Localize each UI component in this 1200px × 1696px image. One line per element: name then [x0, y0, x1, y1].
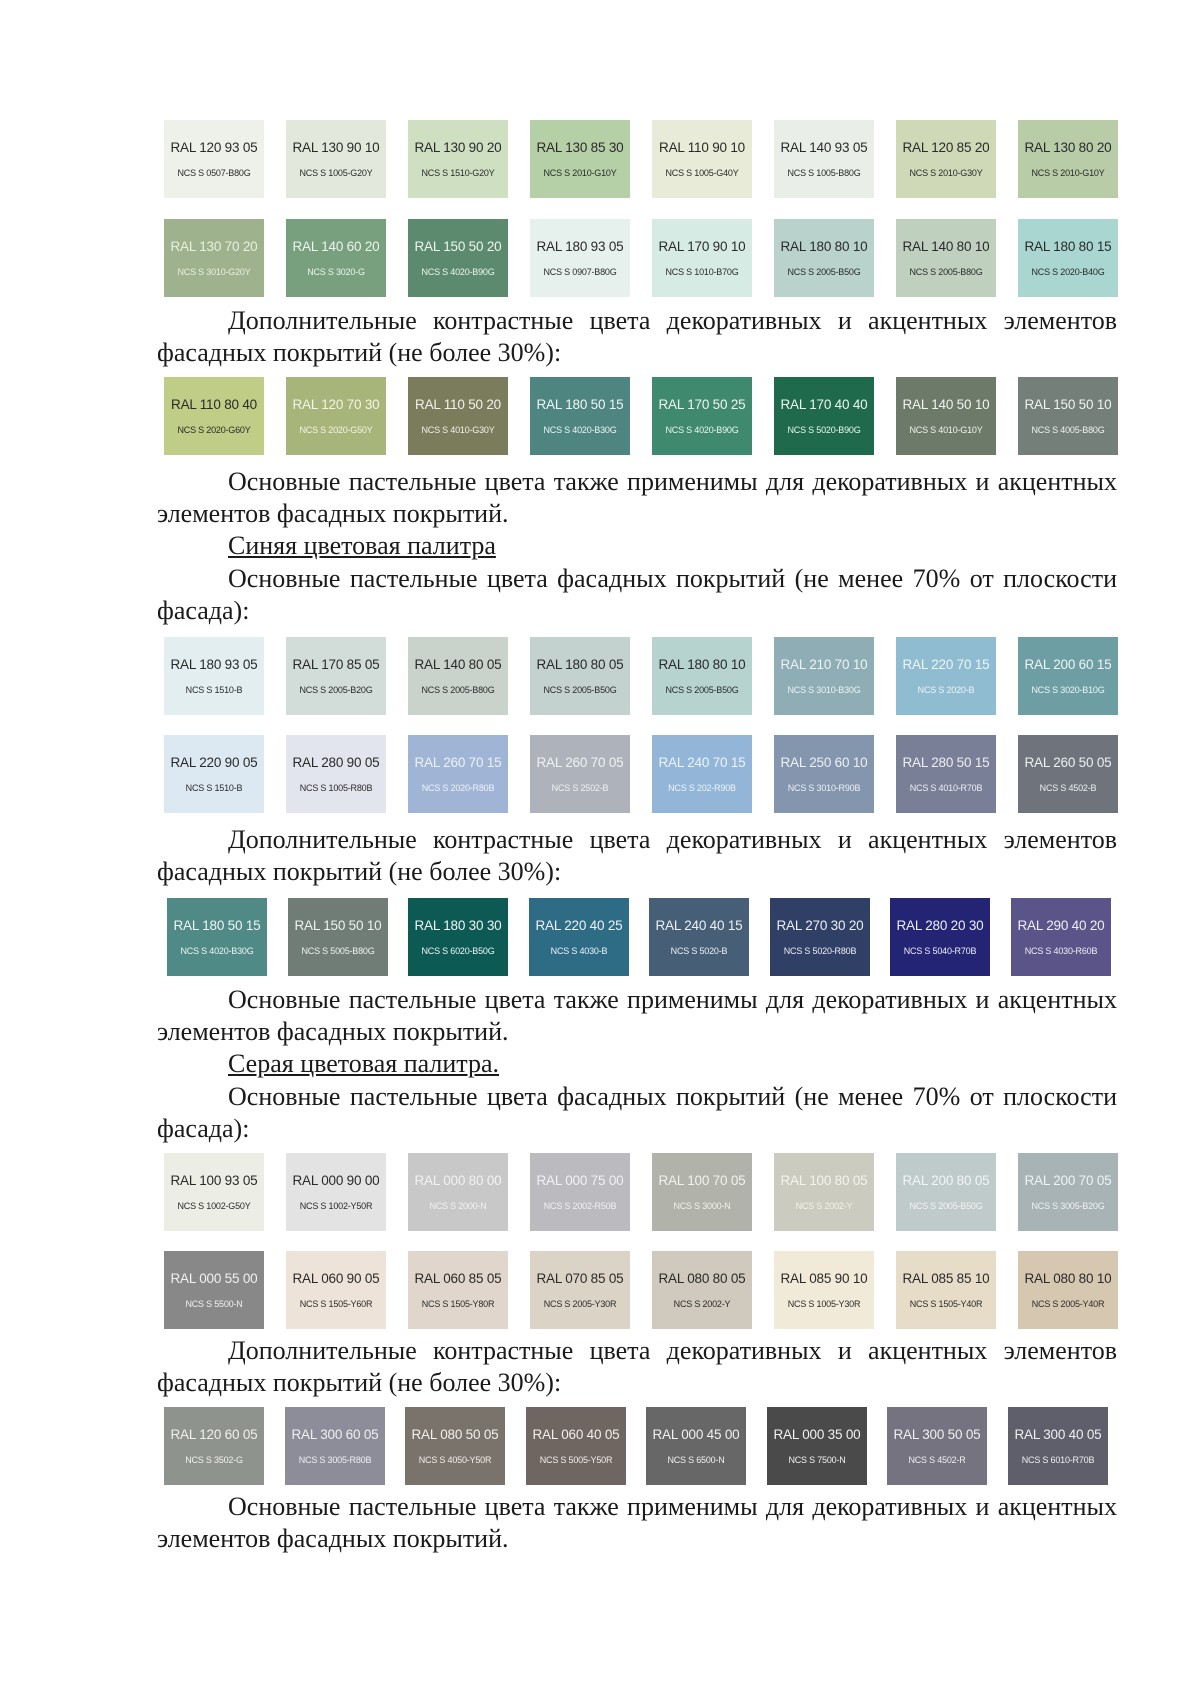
color-swatch — [530, 735, 630, 813]
ral-code: RAL 170 50 25 — [658, 397, 746, 412]
ncs-code: NCS S 1002-G50Y — [177, 1201, 251, 1211]
ncs-code: NCS S 1505-Y40R — [909, 1299, 983, 1309]
color-swatch — [896, 1153, 996, 1231]
paragraph-pastel-applicable — [157, 1491, 1117, 1555]
ral-code: RAL 120 85 20 — [902, 140, 990, 155]
color-swatch — [530, 120, 630, 198]
paragraph-extra-contrast — [157, 1335, 1117, 1399]
ncs-code: NCS S 2010-G10Y — [1031, 168, 1105, 178]
ncs-code: NCS S 2010-G10Y — [543, 168, 617, 178]
color-swatch — [285, 1407, 385, 1485]
color-swatch — [286, 377, 386, 455]
color-swatch — [408, 120, 508, 198]
color-swatch — [167, 898, 267, 976]
ncs-code: NCS S 4010-G10Y — [909, 425, 983, 435]
ncs-code: NCS S 2002-Y — [795, 1201, 853, 1211]
ral-code: RAL 120 60 05 — [170, 1427, 258, 1442]
color-swatch — [408, 637, 508, 715]
color-swatch — [652, 1251, 752, 1329]
ncs-code: NCS S 1005-G20Y — [299, 168, 373, 178]
ral-code: RAL 250 60 10 — [780, 755, 868, 770]
swatch-row-green-main-2 — [0, 219, 1200, 297]
color-swatch — [896, 637, 996, 715]
color-swatch — [896, 120, 996, 198]
paragraph-text: Дополнительные контрастные цвета декоративных и акцентных элементов фасадных покрытий (не более 30%): — [157, 825, 1117, 886]
ral-code: RAL 060 90 05 — [292, 1271, 380, 1286]
ral-code: RAL 170 90 10 — [658, 239, 746, 254]
swatch-row-blue-main-2 — [0, 735, 1200, 813]
ncs-code: NCS S 1005-Y30R — [787, 1299, 861, 1309]
color-swatch — [774, 377, 874, 455]
color-swatch — [288, 898, 388, 976]
ral-code: RAL 000 90 00 — [292, 1173, 380, 1188]
swatch-row-grey-main-1 — [0, 1153, 1200, 1231]
color-swatch — [770, 898, 870, 976]
color-swatch — [896, 735, 996, 813]
ncs-code: NCS S 1010-B70G — [665, 267, 739, 277]
ral-code: RAL 260 70 05 — [536, 755, 624, 770]
ncs-code: NCS S 3020-G — [307, 267, 365, 277]
color-swatch — [164, 1251, 264, 1329]
paragraph-pastel-applicable — [157, 984, 1117, 1048]
ncs-code: NCS S 3010-G20Y — [177, 267, 251, 277]
ncs-code: NCS S 1510-B — [185, 685, 243, 695]
ral-code: RAL 180 93 05 — [536, 239, 624, 254]
color-swatch — [649, 898, 749, 976]
color-swatch — [774, 120, 874, 198]
ral-code: RAL 200 70 05 — [1024, 1173, 1112, 1188]
ral-code: RAL 180 50 15 — [173, 918, 261, 933]
ral-code: RAL 180 80 10 — [658, 657, 746, 672]
ncs-code: NCS S 5020-B — [670, 946, 728, 956]
ncs-code: NCS S 1510-B — [185, 783, 243, 793]
color-swatch — [1018, 377, 1118, 455]
ral-code: RAL 130 85 30 — [536, 140, 624, 155]
ral-code: RAL 080 80 05 — [658, 1271, 746, 1286]
color-swatch — [1018, 735, 1118, 813]
color-swatch — [164, 1407, 264, 1485]
ral-code: RAL 130 90 20 — [414, 140, 502, 155]
ral-code: RAL 130 80 20 — [1024, 140, 1112, 155]
color-swatch — [408, 219, 508, 297]
color-swatch — [774, 1251, 874, 1329]
color-swatch — [286, 219, 386, 297]
color-swatch — [652, 735, 752, 813]
color-swatch — [408, 377, 508, 455]
color-swatch — [164, 120, 264, 198]
ncs-code: NCS S 5005-Y50R — [539, 1455, 613, 1465]
ncs-code: NCS S 6020-B50G — [421, 946, 495, 956]
ral-code: RAL 210 70 10 — [780, 657, 868, 672]
color-swatch — [646, 1407, 746, 1485]
swatch-row-green-accent — [0, 377, 1200, 455]
swatch-row-grey-accent — [0, 1407, 1200, 1485]
ral-code: RAL 085 90 10 — [780, 1271, 868, 1286]
color-swatch — [652, 120, 752, 198]
swatch-row-grey-main-2 — [0, 1251, 1200, 1329]
ncs-code: NCS S 3005-R80B — [298, 1455, 372, 1465]
ral-code: RAL 280 20 30 — [896, 918, 984, 933]
ral-code: RAL 300 60 05 — [291, 1427, 379, 1442]
color-swatch — [652, 377, 752, 455]
ncs-code: NCS S 2002-Y — [673, 1299, 731, 1309]
color-swatch — [774, 735, 874, 813]
ncs-code: NCS S 202-R90B — [668, 783, 736, 793]
color-swatch — [286, 1251, 386, 1329]
color-swatch — [774, 1153, 874, 1231]
ncs-code: NCS S 4020-B90G — [421, 267, 495, 277]
ncs-code: NCS S 4030-R60B — [1024, 946, 1098, 956]
ral-code: RAL 240 40 15 — [655, 918, 743, 933]
ral-code: RAL 085 85 10 — [902, 1271, 990, 1286]
ral-code: RAL 130 70 20 — [170, 239, 258, 254]
ral-code: RAL 150 50 10 — [294, 918, 382, 933]
ncs-code: NCS S 4020-B90G — [665, 425, 739, 435]
ncs-code: NCS S 4030-B — [550, 946, 608, 956]
ncs-code: NCS S 4005-B80G — [1031, 425, 1105, 435]
ncs-code: NCS S 4502-B — [1039, 783, 1097, 793]
color-swatch — [408, 898, 508, 976]
color-swatch — [164, 377, 264, 455]
ral-code: RAL 180 50 15 — [536, 397, 624, 412]
color-swatch — [286, 1153, 386, 1231]
ral-code: RAL 170 85 05 — [292, 657, 380, 672]
ncs-code: NCS S 2002-R50B — [543, 1201, 617, 1211]
color-swatch — [530, 1153, 630, 1231]
ral-code: RAL 100 80 05 — [780, 1173, 868, 1188]
paragraph-text: Основные пастельные цвета также применимы для декоративных и акцентных элементов фасадных покрытий. — [157, 1492, 1117, 1553]
ncs-code: NCS S 1005-B80G — [787, 168, 861, 178]
ral-code: RAL 140 93 05 — [780, 140, 868, 155]
ncs-code: NCS S 2005-B80G — [909, 267, 983, 277]
ncs-code: NCS S 5020-B90G — [787, 425, 861, 435]
ncs-code: NCS S 4010-G30Y — [421, 425, 495, 435]
ncs-code: NCS S 4050-Y50R — [418, 1455, 492, 1465]
ral-code: RAL 270 30 20 — [776, 918, 864, 933]
ral-code: RAL 120 93 05 — [170, 140, 258, 155]
paragraph-text: Дополнительные контрастные цвета декоративных и акцентных элементов фасадных покрытий (не более 30%): — [157, 1336, 1117, 1397]
color-swatch — [774, 637, 874, 715]
paragraph-main-pastel — [157, 1081, 1117, 1145]
ncs-code: NCS S 6010-R70B — [1021, 1455, 1095, 1465]
ral-code: RAL 000 45 00 — [652, 1427, 740, 1442]
ral-code: RAL 060 85 05 — [414, 1271, 502, 1286]
swatch-row-blue-main-1 — [0, 637, 1200, 715]
ral-code: RAL 150 50 20 — [414, 239, 502, 254]
ral-code: RAL 280 50 15 — [902, 755, 990, 770]
ncs-code: NCS S 2020-G50Y — [299, 425, 373, 435]
ral-code: RAL 260 50 05 — [1024, 755, 1112, 770]
ncs-code: NCS S 3005-B20G — [1031, 1201, 1105, 1211]
ral-code: RAL 000 55 00 — [170, 1271, 258, 1286]
ncs-code: NCS S 2005-B20G — [299, 685, 373, 695]
ncs-code: NCS S 2005-B80G — [421, 685, 495, 695]
ral-code: RAL 000 80 00 — [414, 1173, 502, 1188]
ral-code: RAL 140 60 20 — [292, 239, 380, 254]
ral-code: RAL 220 90 05 — [170, 755, 258, 770]
color-swatch — [408, 1251, 508, 1329]
paragraph-text: Дополнительные контрастные цвета декоративных и акцентных элементов фасадных покрытий (не более 30%): — [157, 306, 1117, 367]
paragraph-text: Основные пастельные цвета фасадных покрытий (не менее 70% от плоскости фасада): — [157, 564, 1117, 625]
color-swatch — [1018, 120, 1118, 198]
color-swatch — [530, 1251, 630, 1329]
color-swatch — [896, 1251, 996, 1329]
paragraph-text: Основные пастельные цвета также применимы для декоративных и акцентных элементов фасадных покрытий. — [157, 467, 1117, 528]
ral-code: RAL 060 40 05 — [532, 1427, 620, 1442]
color-swatch — [1018, 637, 1118, 715]
ral-code: RAL 220 70 15 — [902, 657, 990, 672]
color-swatch — [1008, 1407, 1108, 1485]
ncs-code: NCS S 2005-Y40R — [1031, 1299, 1105, 1309]
color-swatch — [526, 1407, 626, 1485]
ncs-code: NCS S 5500-N — [185, 1299, 243, 1309]
color-swatch — [408, 735, 508, 813]
ncs-code: NCS S 2005-B50G — [909, 1201, 983, 1211]
ral-code: RAL 240 70 15 — [658, 755, 746, 770]
ral-code: RAL 180 30 30 — [414, 918, 502, 933]
ncs-code: NCS S 1505-Y80R — [421, 1299, 495, 1309]
color-swatch — [652, 637, 752, 715]
ncs-code: NCS S 3020-B10G — [1031, 685, 1105, 695]
color-swatch — [164, 219, 264, 297]
ncs-code: NCS S 3000-N — [673, 1201, 731, 1211]
ncs-code: NCS S 5040-R70B — [903, 946, 977, 956]
ncs-code: NCS S 1505-Y60R — [299, 1299, 373, 1309]
color-swatch — [767, 1407, 867, 1485]
color-swatch — [530, 377, 630, 455]
ncs-code: NCS S 2000-N — [429, 1201, 487, 1211]
ral-code: RAL 110 90 10 — [659, 140, 745, 155]
color-swatch — [286, 735, 386, 813]
color-swatch — [1011, 898, 1111, 976]
ncs-code: NCS S 3010-R90B — [787, 783, 861, 793]
ncs-code: NCS S 6500-N — [667, 1455, 725, 1465]
ncs-code: NCS S 2010-G30Y — [909, 168, 983, 178]
ncs-code: NCS S 1005-R80B — [299, 783, 373, 793]
ral-code: RAL 300 50 05 — [893, 1427, 981, 1442]
ral-code: RAL 300 40 05 — [1014, 1427, 1102, 1442]
ncs-code: NCS S 4010-R70B — [909, 783, 983, 793]
ncs-code: NCS S 1510-G20Y — [421, 168, 495, 178]
ral-code: RAL 280 90 05 — [292, 755, 380, 770]
ncs-code: NCS S 1005-G40Y — [665, 168, 739, 178]
ncs-code: NCS S 5005-B80G — [301, 946, 375, 956]
color-swatch — [408, 1153, 508, 1231]
color-swatch — [530, 219, 630, 297]
ral-code: RAL 100 93 05 — [170, 1173, 258, 1188]
ncs-code: NCS S 3502-G — [185, 1455, 243, 1465]
ral-code: RAL 110 80 40 — [171, 397, 257, 412]
ral-code: RAL 200 60 15 — [1024, 657, 1112, 672]
ncs-code: NCS S 2502-B — [551, 783, 609, 793]
color-swatch — [164, 735, 264, 813]
ral-code: RAL 130 90 10 — [292, 140, 380, 155]
ral-code: RAL 080 80 10 — [1024, 1271, 1112, 1286]
color-swatch — [164, 637, 264, 715]
ncs-code: NCS S 2005-B50G — [543, 685, 617, 695]
color-swatch — [529, 898, 629, 976]
color-swatch — [652, 1153, 752, 1231]
color-swatch — [530, 637, 630, 715]
color-swatch — [164, 1153, 264, 1231]
color-swatch — [887, 1407, 987, 1485]
ral-code: RAL 180 80 05 — [536, 657, 624, 672]
ncs-code: NCS S 4020-B30G — [180, 946, 254, 956]
ncs-code: NCS S 0507-B80G — [177, 168, 251, 178]
ral-code: RAL 100 70 05 — [658, 1173, 746, 1188]
ral-code: RAL 180 80 10 — [780, 239, 868, 254]
ral-code: RAL 180 80 15 — [1024, 239, 1112, 254]
ral-code: RAL 000 35 00 — [773, 1427, 861, 1442]
color-swatch — [1018, 1153, 1118, 1231]
paragraph-main-pastel — [157, 563, 1117, 627]
color-swatch — [652, 219, 752, 297]
ral-code: RAL 170 40 40 — [780, 397, 868, 412]
ncs-code: NCS S 4502-R — [908, 1455, 966, 1465]
ral-code: RAL 200 80 05 — [902, 1173, 990, 1188]
ncs-code: NCS S 3010-B30G — [787, 685, 861, 695]
color-swatch — [1018, 1251, 1118, 1329]
heading-grey-palette: Серая цветовая палитра. — [228, 1049, 500, 1078]
ral-code: RAL 000 75 00 — [536, 1173, 624, 1188]
color-swatch — [286, 120, 386, 198]
ncs-code: NCS S 4020-B30G — [543, 425, 617, 435]
ral-code: RAL 140 50 10 — [902, 397, 990, 412]
ncs-code: NCS S 2020-G60Y — [177, 425, 251, 435]
ral-code: RAL 150 50 10 — [1024, 397, 1112, 412]
paragraph-text: Основные пастельные цвета фасадных покрытий (не менее 70% от плоскости фасада): — [157, 1082, 1117, 1143]
ral-code: RAL 080 50 05 — [411, 1427, 499, 1442]
swatch-row-green-main-1 — [0, 120, 1200, 198]
ral-code: RAL 070 85 05 — [536, 1271, 624, 1286]
ncs-code: NCS S 2020-B — [917, 685, 975, 695]
color-swatch — [286, 637, 386, 715]
paragraph-extra-contrast — [157, 305, 1117, 369]
ncs-code: NCS S 1002-Y50R — [299, 1201, 373, 1211]
paragraph-extra-contrast — [157, 824, 1117, 888]
paragraph-pastel-applicable — [157, 466, 1117, 530]
ncs-code: NCS S 5020-R80B — [783, 946, 857, 956]
color-swatch — [405, 1407, 505, 1485]
ral-code: RAL 290 40 20 — [1017, 918, 1105, 933]
ral-code: RAL 110 50 20 — [415, 397, 501, 412]
ncs-code: NCS S 2020-B40G — [1031, 267, 1105, 277]
ncs-code: NCS S 2005-B50G — [787, 267, 861, 277]
paragraph-text: Основные пастельные цвета также применимы для декоративных и акцентных элементов фасадных покрытий. — [157, 985, 1117, 1046]
ncs-code: NCS S 2005-Y30R — [543, 1299, 617, 1309]
ral-code: RAL 220 40 25 — [535, 918, 623, 933]
color-swatch — [1018, 219, 1118, 297]
ral-code: RAL 180 93 05 — [170, 657, 258, 672]
ncs-code: NCS S 2020-R80B — [421, 783, 495, 793]
ncs-code: NCS S 2005-B50G — [665, 685, 739, 695]
ncs-code: NCS S 7500-N — [788, 1455, 846, 1465]
ral-code: RAL 140 80 10 — [902, 239, 990, 254]
color-swatch — [896, 219, 996, 297]
color-swatch — [890, 898, 990, 976]
color-swatch — [774, 219, 874, 297]
color-swatch — [896, 377, 996, 455]
ncs-code: NCS S 0907-B80G — [543, 267, 617, 277]
heading-blue-palette: Синяя цветовая палитра — [228, 531, 496, 560]
ral-code: RAL 140 80 05 — [414, 657, 502, 672]
ral-code: RAL 120 70 30 — [292, 397, 380, 412]
ral-code: RAL 260 70 15 — [414, 755, 502, 770]
swatch-row-blue-accent — [0, 898, 1200, 976]
